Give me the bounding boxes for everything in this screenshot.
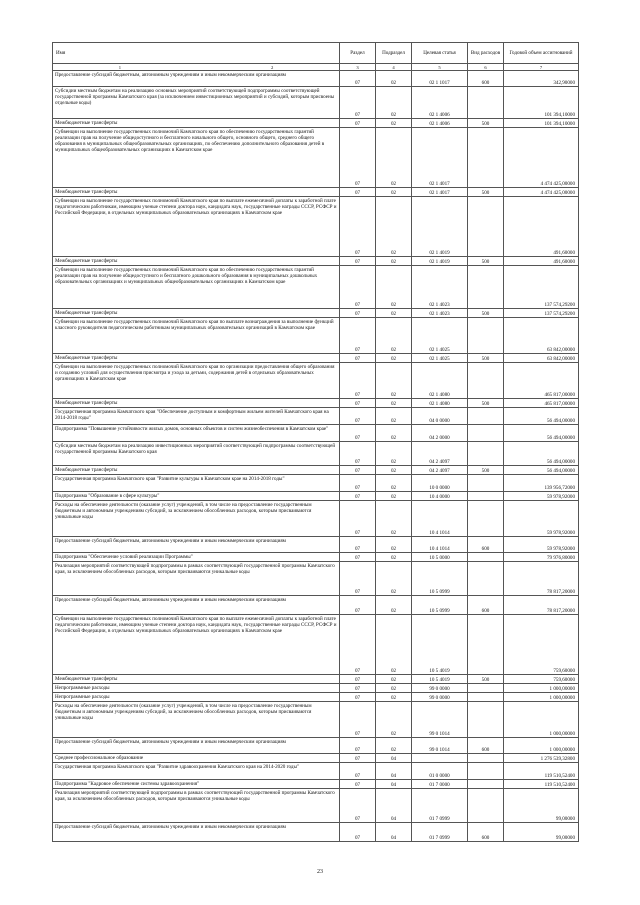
table-row xyxy=(53,197,579,257)
table-row xyxy=(53,266,579,309)
row-expense-type xyxy=(468,363,504,399)
row-podrazdel: 02 xyxy=(376,408,412,425)
header-expense-type: Вид расходов xyxy=(468,43,504,64)
row-expense-type xyxy=(468,266,504,309)
row-name: Расходы на обеспечение деятельности (оказание услуг) учреждений, в том числе на предоставление государственным бюджетным и автономным учреждениям субсидий, за исключением обособленных расходов, которым присваиваются уникальные коды xyxy=(53,702,340,738)
row-expense-type: 500 xyxy=(468,354,504,363)
row-amount: 465 817,00000 xyxy=(504,363,579,399)
row-name: Межбюджетные трансферты xyxy=(53,354,340,363)
row-target-article: 04 2 4097 xyxy=(412,442,468,466)
row-expense-type xyxy=(468,553,504,562)
row-name: Предоставление субсидий бюджетным, автономным учреждениям и иным некоммерческим организациям xyxy=(53,596,340,615)
row-name: Субсидии местным бюджетам на реализацию инвестиционных мероприятий соответствующей подпрограммы соответствующей государственной программы Камчатского края xyxy=(53,442,340,466)
row-amount: 63 842,00000 xyxy=(504,318,579,354)
row-name: Государственная программа Камчатского края "Обеспечение доступным и комфортным жильем жителей Камчатского края на 2014-2018 годы" xyxy=(53,408,340,425)
page-number: 23 xyxy=(317,869,323,875)
table-row xyxy=(53,399,579,408)
row-name: Субвенции на выполнение государственных полномочий Камчатского края по обеспечению государственных гарантий реализации прав на получение общедоступного и бесплатного начального общего, основного общего, среднего общего образования в муниципальных общеобразовательных организациях, по обеспечению дополнительного образования детей в муниципальных общеобразовательных организациях в Камчатском крае xyxy=(53,128,340,188)
row-podrazdel: 02 xyxy=(376,119,412,128)
row-podrazdel: 02 xyxy=(376,492,412,501)
row-name: Субсидии местным бюджетам на реализацию основных мероприятий соответствующей подпрограммы соответствующей государственной программы Камчатского края (за исключением инвестиционных мероприятий и субсидий, которым присвоены отдельные коды) xyxy=(53,87,340,119)
table-row xyxy=(53,425,579,442)
row-name: Государственная программа Камчатского края "Развитие здравоохранения Камчатского края на 2014-2020 годы" xyxy=(53,763,340,780)
row-name: Среднее профессиональное образование xyxy=(53,754,340,763)
table-row xyxy=(53,562,579,596)
row-razdel: 07 xyxy=(340,738,376,754)
row-target-article: 10 4 1014 xyxy=(412,537,468,553)
row-name: Подпрограмма "Повышение устойчивости жилых домов, основных объектов и систем жизнеобеспечения в Камчатском крае" xyxy=(53,425,340,442)
row-razdel: 07 xyxy=(340,188,376,197)
row-target-article: 10 4 0000 xyxy=(412,492,468,501)
row-name: Предоставление субсидий бюджетным, автономным учреждениям и иным некоммерческим организациям xyxy=(53,823,340,842)
row-target-article: 99 0 0000 xyxy=(412,684,468,693)
row-target-article: 99 0 1014 xyxy=(412,702,468,738)
row-razdel: 07 xyxy=(340,684,376,693)
row-amount: 56 494,00000 xyxy=(504,442,579,466)
row-amount: 342,90000 xyxy=(504,71,579,87)
row-expense-type: 600 xyxy=(468,71,504,87)
table-row xyxy=(53,754,579,763)
row-target-article: 10 5 4019 xyxy=(412,675,468,684)
row-amount: 139 956,72000 xyxy=(504,475,579,492)
table-row xyxy=(53,537,579,553)
row-razdel: 07 xyxy=(340,71,376,87)
row-podrazdel: 04 xyxy=(376,754,412,763)
row-amount: 4 474 425,00000 xyxy=(504,128,579,188)
row-amount: 491,60000 xyxy=(504,197,579,257)
row-name: Субвенции на выполнение государственных полномочий Камчатского края по выплате ежемесячной доплаты к заработной плате педагогическим работникам, имеющим ученые степени доктора наук, кандидата наук, государственные награды СССР, РСФСР и Российской Федерации, в отдельных муниципальных образовательных организациях в Камчатском крае xyxy=(53,615,340,675)
row-amount: 99,00000 xyxy=(504,789,579,823)
row-amount: 56 494,00000 xyxy=(504,425,579,442)
row-name: Межбюджетные трансферты xyxy=(53,309,340,318)
row-amount: 63 842,00000 xyxy=(504,354,579,363)
table-row xyxy=(53,188,579,197)
table-row xyxy=(53,466,579,475)
row-target-article: 10 0 0000 xyxy=(412,475,468,492)
row-podrazdel: 02 xyxy=(376,399,412,408)
table-row xyxy=(53,87,579,119)
table-row xyxy=(53,408,579,425)
row-razdel: 07 xyxy=(340,128,376,188)
row-podrazdel: 02 xyxy=(376,128,412,188)
row-expense-type xyxy=(468,780,504,789)
row-amount: 79 976,80000 xyxy=(504,553,579,562)
row-target-article xyxy=(412,754,468,763)
row-expense-type xyxy=(468,763,504,780)
row-expense-type: 500 xyxy=(468,399,504,408)
row-target-article: 01 7 0999 xyxy=(412,789,468,823)
row-podrazdel: 02 xyxy=(376,442,412,466)
row-expense-type xyxy=(468,693,504,702)
row-expense-type xyxy=(468,702,504,738)
row-expense-type xyxy=(468,408,504,425)
row-amount: 759,60000 xyxy=(504,675,579,684)
row-amount: 59 978,92000 xyxy=(504,501,579,537)
header-annual-amount: Годовой объем ассигнований xyxy=(504,43,579,64)
row-name: Непрограммные расходы xyxy=(53,693,340,702)
row-razdel: 07 xyxy=(340,466,376,475)
row-name: Субвенции на выполнение государственных полномочий Камчатского края по выплате вознаграждения за выполнение функций классного руководителя педагогическим работникам муниципальных образовательных организаций в Камчатском крае xyxy=(53,318,340,354)
row-expense-type: 500 xyxy=(468,309,504,318)
row-amount: 78 817,20000 xyxy=(504,596,579,615)
table-row xyxy=(53,615,579,675)
row-razdel: 07 xyxy=(340,789,376,823)
colnum-6: 6 xyxy=(468,64,504,71)
row-expense-type: 600 xyxy=(468,823,504,842)
row-name: Предоставление субсидий бюджетным, автономным учреждениям и иным некоммерческим организациям xyxy=(53,71,340,87)
row-podrazdel: 02 xyxy=(376,318,412,354)
table-row xyxy=(53,442,579,466)
row-expense-type xyxy=(468,501,504,537)
row-podrazdel: 04 xyxy=(376,780,412,789)
table-row xyxy=(53,693,579,702)
table-row xyxy=(53,71,579,87)
row-razdel: 07 xyxy=(340,363,376,399)
row-expense-type xyxy=(468,425,504,442)
row-target-article: 99 0 0000 xyxy=(412,693,468,702)
row-podrazdel: 02 xyxy=(376,553,412,562)
row-razdel: 07 xyxy=(340,501,376,537)
table-row xyxy=(53,780,579,789)
row-amount: 465 817,00000 xyxy=(504,399,579,408)
row-expense-type xyxy=(468,87,504,119)
row-podrazdel: 02 xyxy=(376,596,412,615)
row-expense-type: 500 xyxy=(468,466,504,475)
row-expense-type xyxy=(468,128,504,188)
header-razdel: Раздел xyxy=(340,43,376,64)
row-expense-type xyxy=(468,684,504,693)
table-row xyxy=(53,596,579,615)
row-razdel: 07 xyxy=(340,702,376,738)
row-razdel: 07 xyxy=(340,408,376,425)
row-target-article: 02 1 4019 xyxy=(412,257,468,266)
row-target-article: 01 7 0000 xyxy=(412,780,468,789)
row-podrazdel: 02 xyxy=(376,354,412,363)
row-podrazdel: 02 xyxy=(376,501,412,537)
row-target-article: 10 5 0999 xyxy=(412,596,468,615)
row-name: Предоставление субсидий бюджетным, автономным учреждениям и иным некоммерческим организациям xyxy=(53,537,340,553)
row-name: Подпрограмма "Кадровое обеспечение системы здравоохранения" xyxy=(53,780,340,789)
row-target-article: 02 1 4017 xyxy=(412,188,468,197)
row-expense-type xyxy=(468,492,504,501)
row-podrazdel: 02 xyxy=(376,562,412,596)
row-razdel: 07 xyxy=(340,675,376,684)
row-name: Субвенции на выполнение государственных полномочий Камчатского края по организации предоставления общего образования и созданию условий для осуществления присмотра и ухода за детьми, содержания детей в отдельных образовательных организациях в Камчатском крае xyxy=(53,363,340,399)
row-amount: 1 000,00000 xyxy=(504,684,579,693)
row-podrazdel: 02 xyxy=(376,363,412,399)
row-podrazdel: 02 xyxy=(376,188,412,197)
table-body xyxy=(53,71,579,842)
row-podrazdel: 02 xyxy=(376,466,412,475)
row-name: Реализация мероприятий соответствующей подпрограммы в рамках соответствующей государственной программы Камчатского края, за исключением обособленных расходов, которым присваиваются уникальные коды xyxy=(53,789,340,823)
row-target-article: 10 5 0999 xyxy=(412,562,468,596)
row-amount: 137 574,29200 xyxy=(504,309,579,318)
row-target-article: 02 1 4017 xyxy=(412,128,468,188)
table-row xyxy=(53,354,579,363)
row-amount: 119 510,52400 xyxy=(504,763,579,780)
row-podrazdel: 02 xyxy=(376,675,412,684)
row-expense-type: 600 xyxy=(468,738,504,754)
table-row xyxy=(53,675,579,684)
table-row xyxy=(53,684,579,693)
row-name: Межбюджетные трансферты xyxy=(53,119,340,128)
row-podrazdel: 02 xyxy=(376,537,412,553)
budget-table-page xyxy=(52,42,578,842)
row-amount: 1 276 539,32800 xyxy=(504,754,579,763)
row-razdel: 07 xyxy=(340,693,376,702)
row-amount: 99,00000 xyxy=(504,823,579,842)
row-name: Непрограммные расходы xyxy=(53,684,340,693)
table-row xyxy=(53,763,579,780)
row-amount: 101 394,10000 xyxy=(504,119,579,128)
table-row xyxy=(53,119,579,128)
row-razdel: 07 xyxy=(340,425,376,442)
row-target-article: 02 1 1017 xyxy=(412,71,468,87)
row-target-article: 04 2 0000 xyxy=(412,425,468,442)
row-razdel: 07 xyxy=(340,475,376,492)
table-row xyxy=(53,553,579,562)
row-target-article: 10 5 0000 xyxy=(412,553,468,562)
row-razdel: 07 xyxy=(340,562,376,596)
row-amount: 101 394,10000 xyxy=(504,87,579,119)
table-row xyxy=(53,257,579,266)
colnum-3: 3 xyxy=(340,64,376,71)
row-razdel: 07 xyxy=(340,87,376,119)
row-razdel: 07 xyxy=(340,309,376,318)
row-name: Предоставление субсидий бюджетным, автономным учреждениям и иным некоммерческим организациям xyxy=(53,738,340,754)
row-expense-type xyxy=(468,789,504,823)
row-razdel: 07 xyxy=(340,266,376,309)
colnum-4: 4 xyxy=(376,64,412,71)
header-podrazdel: Подраздел xyxy=(376,43,412,64)
row-name: Реализация мероприятий соответствующей подпрограммы в рамках соответствующей государственной программы Камчатского края, за исключением обособленных расходов, которым присваиваются уникальные коды xyxy=(53,562,340,596)
row-target-article: 02 1 4006 xyxy=(412,87,468,119)
row-expense-type xyxy=(468,197,504,257)
row-name: Расходы на обеспечение деятельности (оказание услуг) учреждений, в том числе на предоставление государственным бюджетным и автономным учреждениям субсидий, за исключением обособленных расходов, которым присваиваются уникальные коды xyxy=(53,501,340,537)
row-podrazdel: 04 xyxy=(376,823,412,842)
row-expense-type: 500 xyxy=(468,675,504,684)
row-expense-type: 600 xyxy=(468,537,504,553)
row-razdel: 07 xyxy=(340,537,376,553)
row-podrazdel: 02 xyxy=(376,71,412,87)
row-target-article: 02 1 4006 xyxy=(412,119,468,128)
row-target-article: 10 4 1014 xyxy=(412,501,468,537)
row-razdel: 07 xyxy=(340,763,376,780)
row-razdel: 07 xyxy=(340,553,376,562)
row-podrazdel: 04 xyxy=(376,763,412,780)
table-row xyxy=(53,309,579,318)
row-razdel: 07 xyxy=(340,615,376,675)
table-row xyxy=(53,318,579,354)
row-podrazdel: 02 xyxy=(376,257,412,266)
row-podrazdel: 02 xyxy=(376,738,412,754)
row-target-article: 02 1 4023 xyxy=(412,266,468,309)
row-expense-type: 500 xyxy=(468,119,504,128)
header-name: Имя xyxy=(53,43,340,64)
row-podrazdel: 02 xyxy=(376,87,412,119)
row-target-article: 02 1 4023 xyxy=(412,309,468,318)
row-name: Межбюджетные трансферты xyxy=(53,466,340,475)
row-podrazdel: 02 xyxy=(376,693,412,702)
row-name: Межбюджетные трансферты xyxy=(53,399,340,408)
row-target-article: 04 0 0000 xyxy=(412,408,468,425)
row-podrazdel: 02 xyxy=(376,266,412,309)
row-amount: 59 978,92000 xyxy=(504,537,579,553)
table-header-row xyxy=(53,43,579,64)
row-amount: 491,60000 xyxy=(504,257,579,266)
row-target-article: 01 7 0999 xyxy=(412,823,468,842)
row-podrazdel: 02 xyxy=(376,702,412,738)
row-razdel: 07 xyxy=(340,354,376,363)
row-amount: 759,60000 xyxy=(504,615,579,675)
table-row xyxy=(53,702,579,738)
row-podrazdel: 02 xyxy=(376,197,412,257)
table-row xyxy=(53,128,579,188)
row-razdel: 07 xyxy=(340,442,376,466)
row-name: Межбюджетные трансферты xyxy=(53,188,340,197)
row-target-article: 01 0 0000 xyxy=(412,763,468,780)
row-target-article: 02 1 4080 xyxy=(412,363,468,399)
row-amount: 56 494,00000 xyxy=(504,466,579,475)
row-podrazdel: 02 xyxy=(376,684,412,693)
table-row xyxy=(53,363,579,399)
column-number-row xyxy=(53,64,579,71)
row-razdel: 07 xyxy=(340,257,376,266)
row-razdel: 07 xyxy=(340,780,376,789)
row-amount: 59 978,92000 xyxy=(504,492,579,501)
row-podrazdel: 04 xyxy=(376,789,412,823)
row-expense-type: 600 xyxy=(468,596,504,615)
row-razdel: 07 xyxy=(340,119,376,128)
row-podrazdel: 02 xyxy=(376,475,412,492)
row-expense-type xyxy=(468,475,504,492)
table-row xyxy=(53,789,579,823)
row-amount: 137 574,29200 xyxy=(504,266,579,309)
row-amount: 1 000,00000 xyxy=(504,693,579,702)
row-name: Подпрограмма "Обеспечение условий реализации Программы" xyxy=(53,553,340,562)
row-amount: 1 000,00000 xyxy=(504,702,579,738)
row-podrazdel: 02 xyxy=(376,425,412,442)
row-target-article: 02 1 4080 xyxy=(412,399,468,408)
row-amount: 4 474 425,00000 xyxy=(504,188,579,197)
colnum-5: 5 xyxy=(412,64,468,71)
table-row xyxy=(53,492,579,501)
table-row xyxy=(53,475,579,492)
row-name: Подпрограмма "Образование в сфере культуры" xyxy=(53,492,340,501)
row-expense-type xyxy=(468,442,504,466)
row-name: Субвенции на выполнение государственных полномочий Камчатского края по обеспечению государственных гарантий реализации прав на получение общедоступного и бесплатного дошкольного образования в муниципальных дошкольных образовательных организациях и муниципальных общеобразовательных организациях в Камчатском крае xyxy=(53,266,340,309)
row-expense-type xyxy=(468,562,504,596)
row-target-article: 04 2 4097 xyxy=(412,466,468,475)
row-name: Государственная программа Камчатского края "Развитие культуры в Камчатском крае на 2014-2018 годы" xyxy=(53,475,340,492)
row-expense-type: 500 xyxy=(468,188,504,197)
row-razdel: 07 xyxy=(340,596,376,615)
row-expense-type xyxy=(468,615,504,675)
row-amount: 119 510,52400 xyxy=(504,780,579,789)
row-razdel: 07 xyxy=(340,318,376,354)
row-expense-type xyxy=(468,754,504,763)
row-amount: 1 000,00000 xyxy=(504,738,579,754)
row-name: Субвенции на выполнение государственных полномочий Камчатского края по выплате ежемесячной доплаты к заработной плате педагогическим работникам, имеющим ученые степени доктора наук, кандидата наук, государственные награды СССР, РСФСР и Российской Федерации, в отдельных муниципальных образовательных организациях в Камчатском крае xyxy=(53,197,340,257)
colnum-7: 7 xyxy=(504,64,579,71)
row-razdel: 07 xyxy=(340,399,376,408)
row-amount: 56 494,00000 xyxy=(504,408,579,425)
row-target-article: 10 5 4019 xyxy=(412,615,468,675)
row-razdel: 07 xyxy=(340,492,376,501)
row-expense-type xyxy=(468,318,504,354)
row-razdel: 07 xyxy=(340,754,376,763)
row-amount: 78 817,20000 xyxy=(504,562,579,596)
row-name: Межбюджетные трансферты xyxy=(53,257,340,266)
row-name: Межбюджетные трансферты xyxy=(53,675,340,684)
table-row xyxy=(53,823,579,842)
row-razdel: 07 xyxy=(340,823,376,842)
row-expense-type: 500 xyxy=(468,257,504,266)
row-podrazdel: 02 xyxy=(376,309,412,318)
budget-table xyxy=(52,42,579,842)
table-row xyxy=(53,501,579,537)
row-podrazdel: 02 xyxy=(376,615,412,675)
header-target-article: Целевая статья xyxy=(412,43,468,64)
row-target-article: 02 1 4019 xyxy=(412,197,468,257)
row-target-article: 99 0 1014 xyxy=(412,738,468,754)
colnum-1: 1 2 xyxy=(53,64,340,71)
table-row xyxy=(53,738,579,754)
row-razdel: 07 xyxy=(340,197,376,257)
row-target-article: 02 1 4025 xyxy=(412,354,468,363)
row-target-article: 02 1 4025 xyxy=(412,318,468,354)
